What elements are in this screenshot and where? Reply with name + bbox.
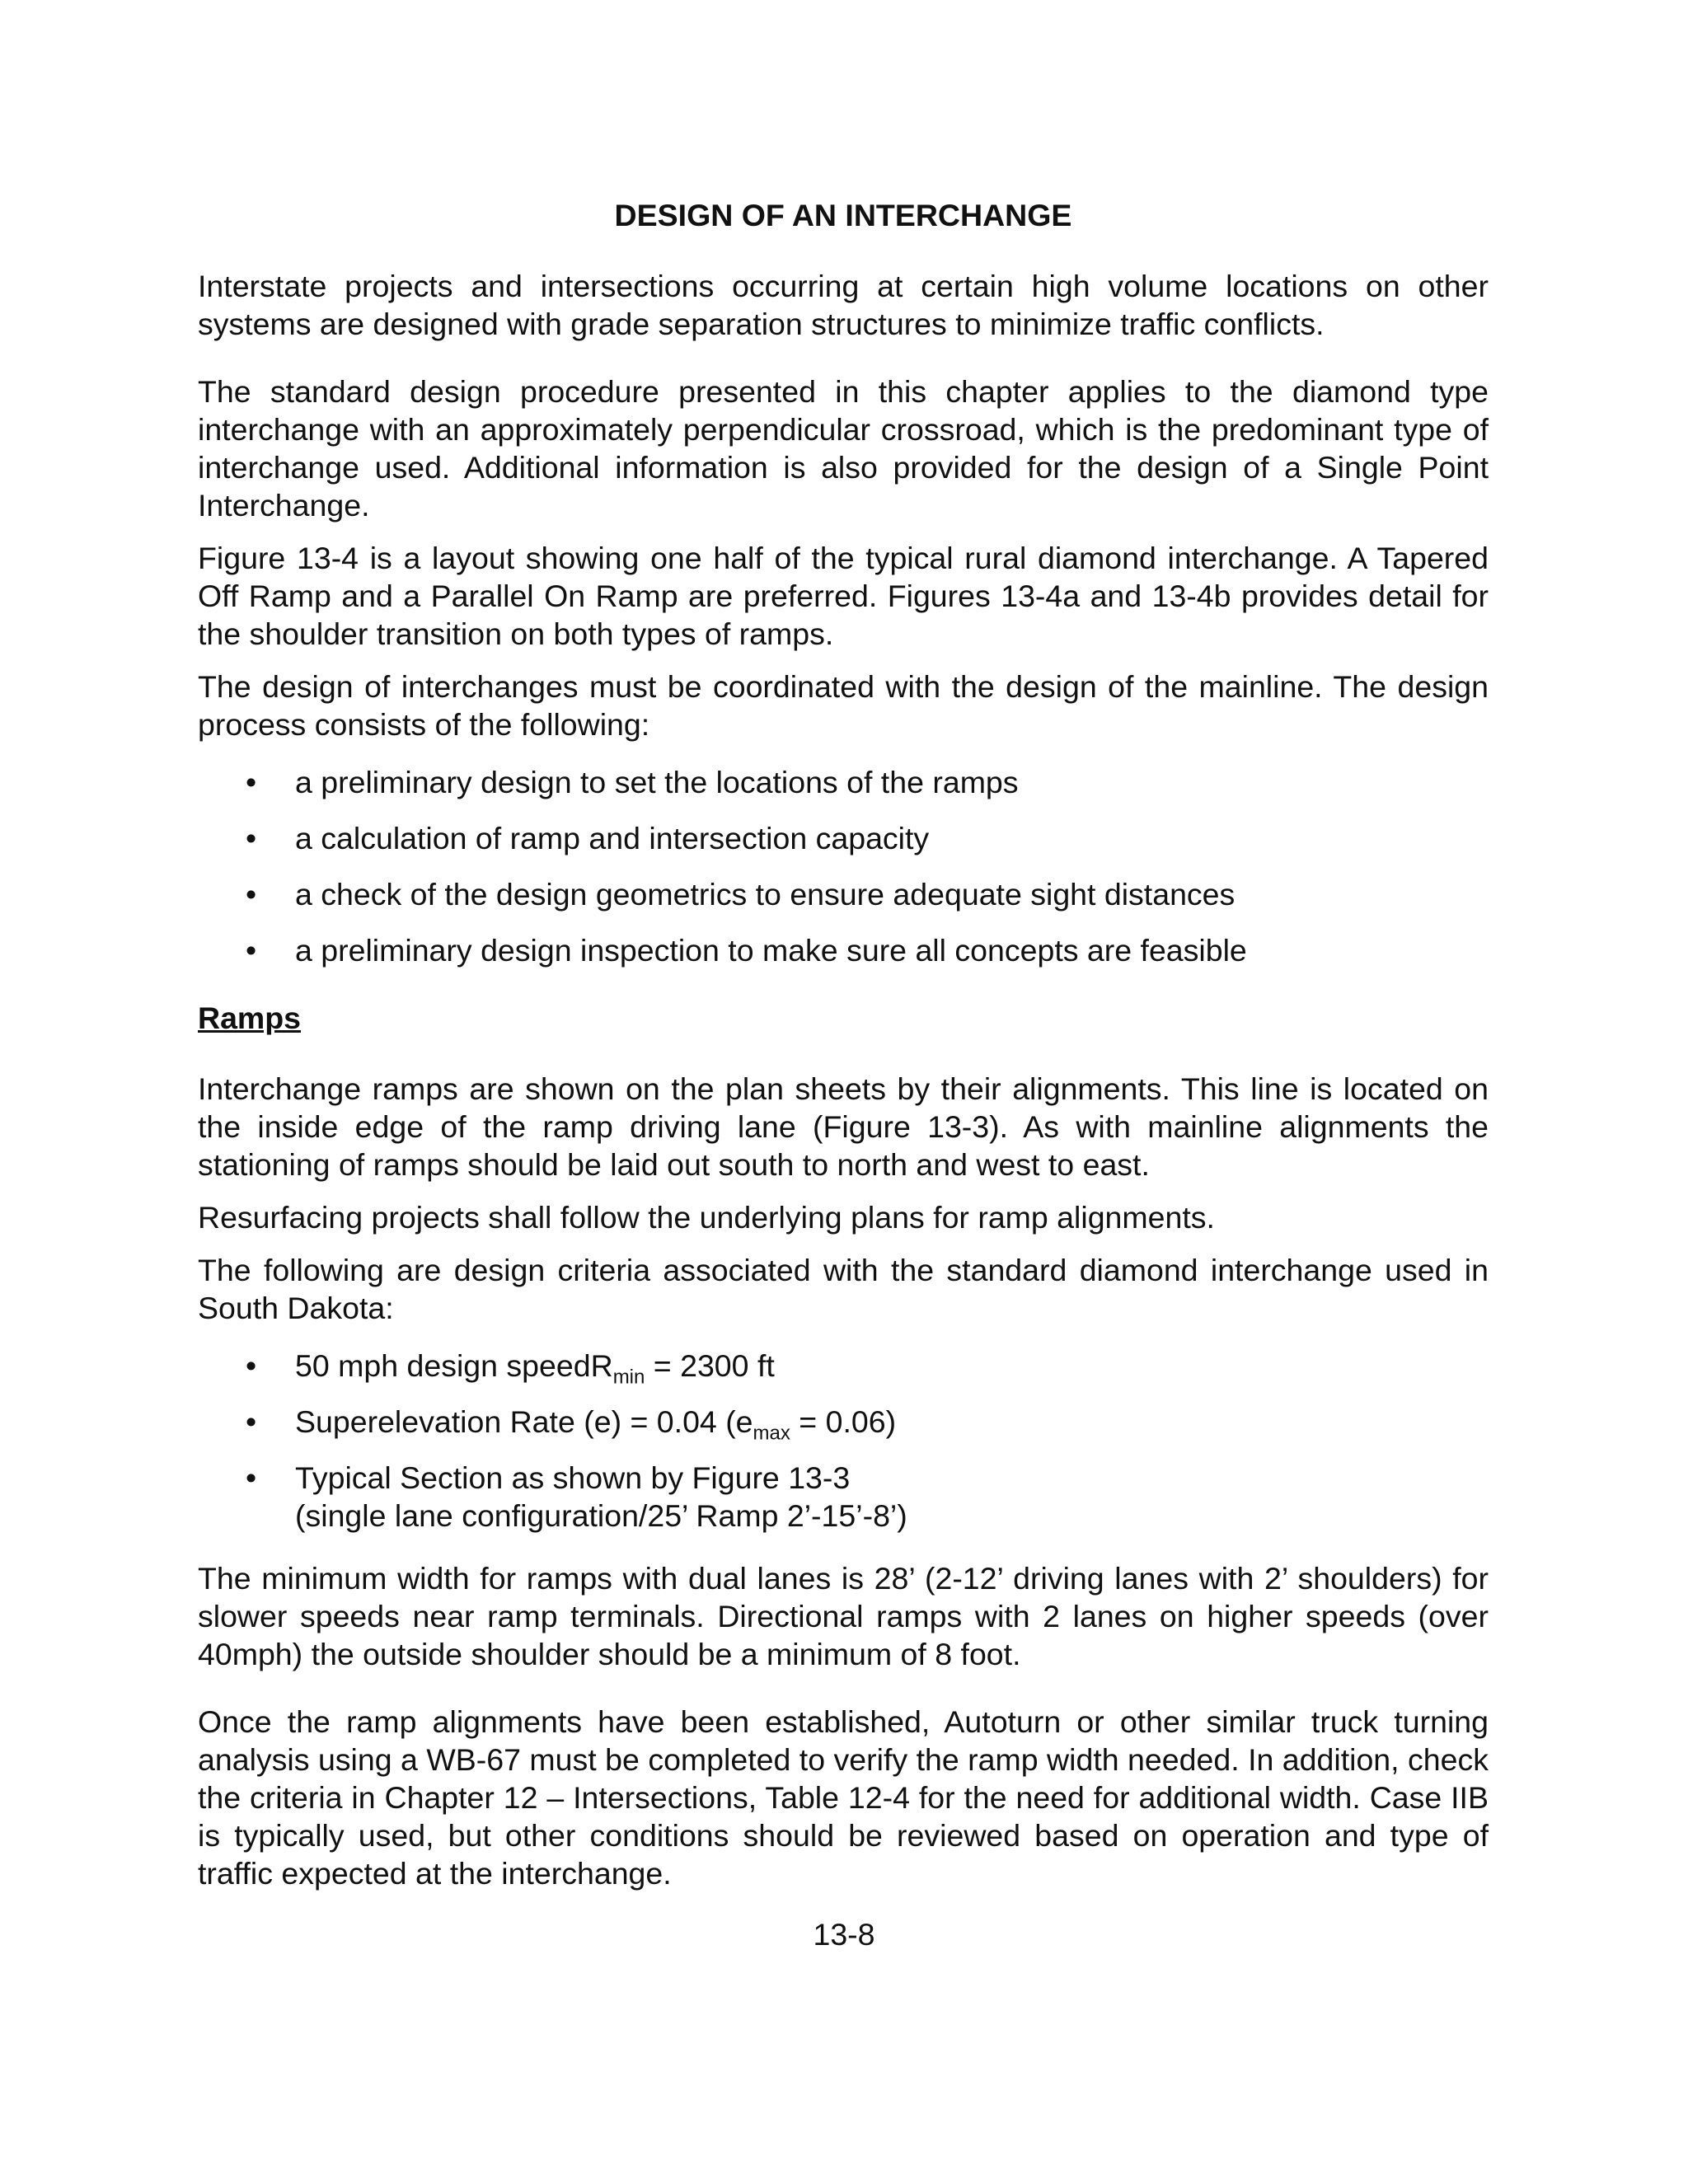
criterion-text: = 0.06) bbox=[790, 1404, 897, 1439]
list-item bbox=[198, 931, 1489, 969]
superelevation-criterion bbox=[295, 1404, 897, 1445]
ramps-paragraph-4: The minimum width for ramps with dual lanes is 28’ (2-12’ driving lanes with 2’ shoulders) for slower speeds near ramp terminals. Directional ramps with 2 lanes on higher speeds (over 40mph) the outside shoulder should be a minimum of 8 foot. bbox=[198, 1561, 1489, 1671]
page-title: DESIGN OF AN INTERCHANGE bbox=[614, 198, 1072, 232]
list-item bbox=[198, 875, 1489, 913]
bullet-icon: • bbox=[246, 765, 257, 799]
list-item bbox=[198, 763, 1489, 801]
design-speed-criterion bbox=[295, 1348, 775, 1389]
list-item-text: a calculation of ramp and intersection capacity bbox=[295, 821, 930, 855]
intro-paragraph-4: The design of interchanges must be coordinated with the design of the mainline. The design process consists of the following: bbox=[198, 669, 1489, 742]
typical-section-criterion bbox=[295, 1460, 907, 1533]
list-item-text: a preliminary design inspection to make sure all concepts are feasible bbox=[295, 933, 1247, 968]
criterion-text: (single lane configuration/25’ Ramp 2’-15’-8’) bbox=[295, 1498, 907, 1533]
design-process-list bbox=[198, 763, 1489, 969]
bullet-icon: • bbox=[246, 1404, 257, 1439]
page-content bbox=[198, 196, 1489, 1922]
ramps-paragraph-5: Once the ramp alignments have been established, Autoturn or other similar truck turning analysis using a WB-67 must be completed to verify the ramp width needed. In addition, check the criteria in Chapter 12 – Intersections, Table 12-4 for the need for additional width. Case IIB is typically used, but other conditions should be reviewed based on operation and type of traffic expected at the interchange. bbox=[198, 1704, 1489, 1891]
subscript-max: max bbox=[753, 1422, 790, 1445]
list-item bbox=[198, 819, 1489, 857]
list-item-text: a check of the design geometrics to ensure adequate sight distances bbox=[295, 877, 1236, 912]
bullet-icon: • bbox=[246, 933, 257, 968]
list-item bbox=[198, 1403, 1489, 1445]
intro-paragraph-3: Figure 13-4 is a layout showing one half of the typical rural diamond interchange. A Tapered Off Ramp and a Parallel On Ramp are preferred. Figures 13-4a and 13-4b provides detail for the shoulder transition on both types of ramps. bbox=[198, 541, 1489, 651]
bullet-icon: • bbox=[246, 1460, 257, 1495]
criterion-text: = 2300 ft bbox=[645, 1348, 775, 1383]
list-item-text: a preliminary design to set the locations of the ramps bbox=[295, 765, 1019, 799]
bullet-icon: • bbox=[246, 877, 257, 912]
subscript-min: min bbox=[612, 1366, 645, 1389]
ramps-heading: Ramps bbox=[198, 1001, 302, 1035]
ramps-paragraph-1: Interchange ramps are shown on the plan sheets by their alignments. This line is located on the inside edge of the ramp driving lane (Figure 13-3). As with mainline alignments the stationing of ramps should be laid out south to north and west to east. bbox=[198, 1071, 1489, 1182]
criterion-text: 50 mph design speedR bbox=[295, 1348, 613, 1383]
list-item bbox=[198, 1459, 1489, 1535]
intro-paragraph-2: The standard design procedure presented in this chapter applies to the diamond type interchange with an approximately perpendicular crossroad, which is the predominant type of interchange used. Additional information is also provided for the design of a Single Point Interchange. bbox=[198, 374, 1489, 523]
design-criteria-list bbox=[198, 1347, 1489, 1535]
list-item bbox=[198, 1347, 1489, 1389]
criterion-text: Superelevation Rate (e) = 0.04 (e bbox=[295, 1404, 753, 1439]
page-number: 13-8 bbox=[813, 1917, 875, 1952]
ramps-paragraph-2: Resurfacing projects shall follow the underlying plans for ramp alignments. bbox=[198, 1200, 1215, 1235]
bullet-icon: • bbox=[246, 821, 257, 855]
bullet-icon: • bbox=[246, 1348, 257, 1383]
criterion-text: Typical Section as shown by Figure 13-3 bbox=[295, 1460, 851, 1495]
ramps-paragraph-3: The following are design criteria associated with the standard diamond interchange used in South Dakota: bbox=[198, 1253, 1489, 1325]
intro-paragraph-1: Interstate projects and intersections occurring at certain high volume locations on other systems are designed with grade separation structures to minimize traffic conflicts. bbox=[198, 269, 1489, 341]
